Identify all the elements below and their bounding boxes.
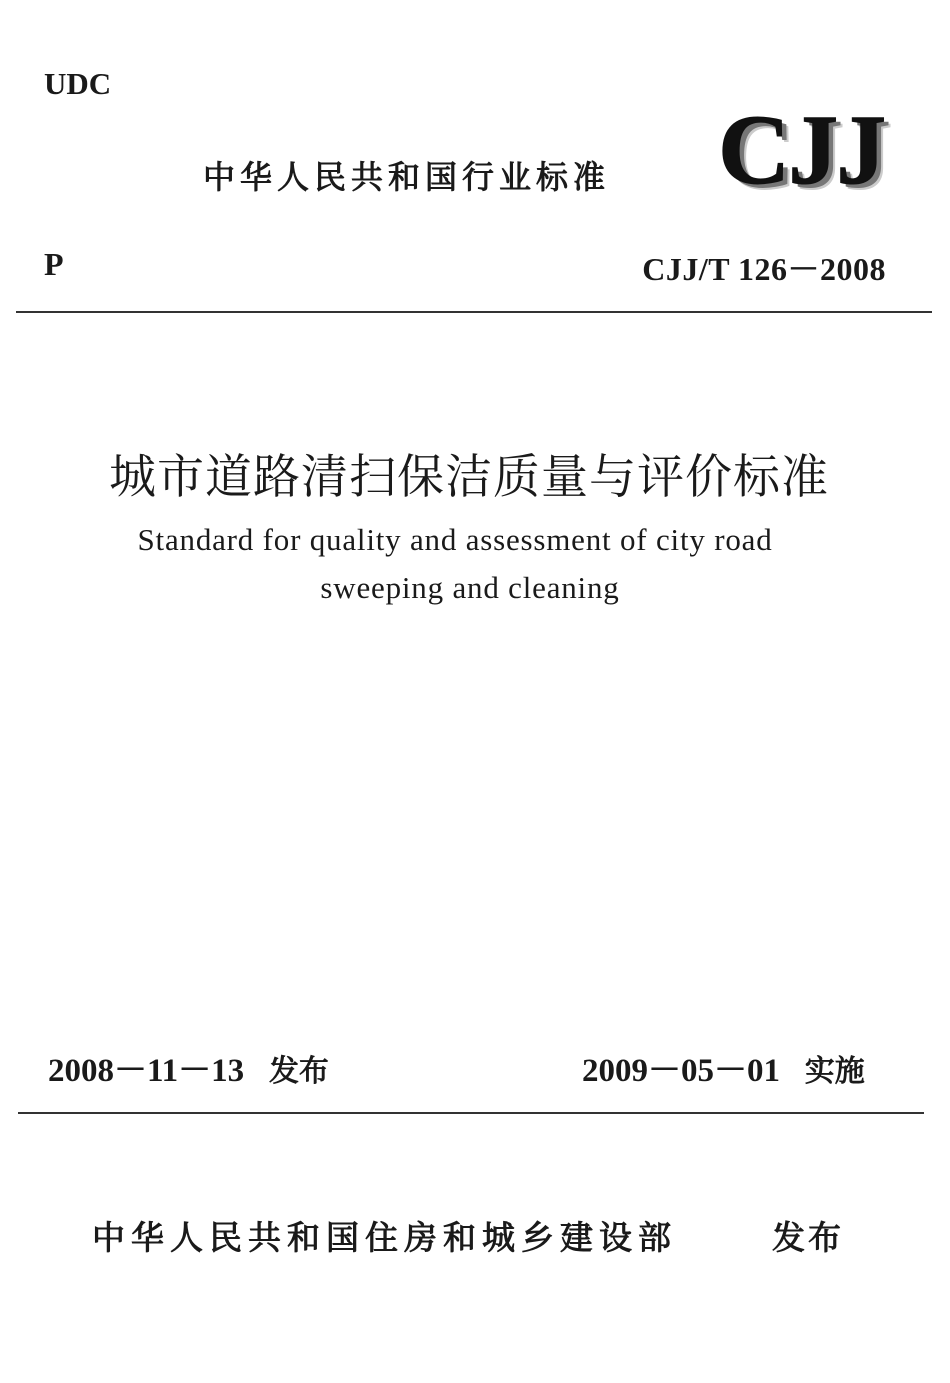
title-english-line2: sweeping and cleaning xyxy=(320,570,620,605)
standard-number: CJJ/T 126－2008 xyxy=(642,251,886,287)
cjj-logo: CJJ xyxy=(718,94,885,205)
issue-date-block xyxy=(48,1044,329,1091)
classification-code: P xyxy=(44,246,64,282)
implement-label: 实施 xyxy=(804,1054,865,1089)
title-english-line1: Standard for quality and assessment of city road xyxy=(137,522,773,557)
publisher-name: 中华人民共和国住房和城乡建设部 xyxy=(92,1218,677,1257)
udc-label: UDC xyxy=(44,66,112,101)
implement-date: 2009－05－01 xyxy=(582,1053,780,1089)
industry-standard-heading: 中华人民共和国行业标准 xyxy=(203,158,611,196)
title-chinese: 城市道路清扫保洁质量与评价标准 xyxy=(109,450,829,505)
issue-label: 发布 xyxy=(268,1054,329,1089)
publisher-action: 发布 xyxy=(772,1218,844,1257)
implement-date-block xyxy=(582,1044,865,1091)
issue-date: 2008－11－13 xyxy=(48,1053,245,1089)
top-divider xyxy=(16,311,932,313)
bottom-divider xyxy=(18,1112,924,1114)
